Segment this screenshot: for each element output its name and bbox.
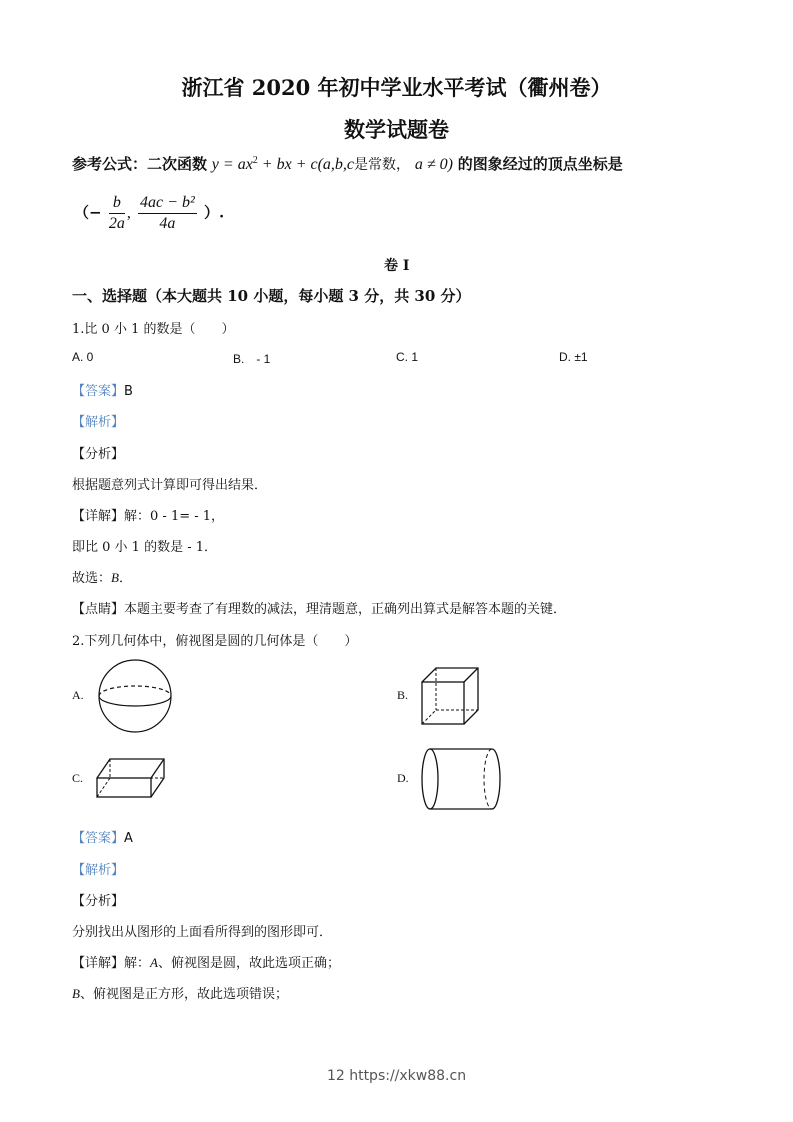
q1-option-c: C. 1 (396, 350, 419, 364)
q1-fenxi-text: 根据题意列式计算即可得出结果． (72, 478, 268, 493)
fraction-4ac-b2-over-4a (138, 193, 197, 234)
formula-label: 参考公式：二次函数 (72, 155, 208, 173)
q2-answer (72, 827, 133, 846)
volume-label: 卷 I (384, 258, 410, 274)
q2-detail-b (72, 983, 288, 1002)
q1-option-d: D. ±1 (559, 350, 588, 364)
comment-tag: 【点睛】 (72, 602, 125, 617)
detail-tag: 【详解】 (72, 509, 125, 524)
figure-a-label: A. (72, 688, 84, 702)
sphere-figure (97, 658, 173, 734)
q1-detail-line2: 即比 0 小 1 的数是 - 1． (72, 540, 217, 555)
fraction-denominator: 4a (159, 215, 176, 232)
figure-c-label: C. (72, 771, 84, 785)
comment-text: 本题主要考查了有理数的减法，理清题意，正确列出算式是解答本题的关键． (124, 602, 567, 617)
formula-tail: 的图象经过的顶点坐标是 (457, 155, 623, 173)
q2-detail-a (72, 952, 340, 971)
q2-fenxi-text: 分别找出从图形的上面看所得到的图形即可． (72, 925, 333, 940)
fraction-numerator: b (109, 193, 125, 214)
q1-detail (72, 505, 224, 524)
vertex-formula (74, 193, 224, 234)
answer-value: A (124, 831, 133, 846)
fraction-b-over-2a (109, 193, 125, 234)
q1-option-a: A. 0 (72, 350, 94, 364)
q1-fenxi-tag: 【分析】 (72, 447, 125, 462)
question-1-stem: 1.比 0 小 1 的数是（ ） (72, 322, 235, 337)
document-subtitle: 数学试题卷 (344, 117, 449, 142)
vertex-open: （− (74, 203, 102, 222)
detail-text-a: 、俯视图是圆，故此选项正确； (157, 956, 340, 971)
page-footer: 12 https://xkw88.cn (326, 1068, 467, 1084)
question-2-stem: 2.下列几何体中，俯视图是圆的几何体是（ ） (72, 634, 358, 649)
figure-b-label: B. (397, 688, 409, 702)
section-heading: 一、选择题（本大题共 10 小题，每小题 3 分，共 30 分） (72, 287, 471, 305)
detail-tag: 【详解】 (72, 956, 125, 971)
detail-letter-b: B (72, 986, 80, 1001)
answer-tag: 【答案】 (72, 384, 125, 399)
vertex-close: ）. (203, 203, 225, 222)
formula-condition: a ≠ 0) (414, 156, 453, 173)
formula-expr-y: y = ax (211, 156, 253, 173)
vertex-comma: , (126, 204, 131, 222)
formula-exponent: 2 (252, 155, 258, 166)
choice-value: B (111, 570, 119, 585)
q2-analysis-tag: 【解析】 (72, 863, 125, 878)
detail-text: 解：0 - 1= - 1， (124, 509, 225, 524)
q1-analysis-tag: 【解析】 (72, 415, 125, 430)
formula-const: 是常数， (354, 157, 411, 173)
formula-expr-rest: + bx + c(a,b,c (257, 156, 355, 173)
q1-option-b: B. - 1 (233, 352, 271, 366)
fraction-denominator: 2a (108, 215, 125, 232)
detail-text-b: 、俯视图是正方形，故此选项错误； (79, 987, 288, 1002)
fraction-numerator: 4ac − b² (138, 193, 197, 214)
answer-value: B (124, 384, 133, 399)
cuboid-figure (96, 758, 168, 800)
cylinder-figure (420, 748, 504, 812)
detail-letter-a: A (150, 955, 158, 970)
q2-fenxi-tag: 【分析】 (72, 894, 125, 909)
cube-figure (420, 666, 490, 728)
q1-answer (72, 380, 133, 399)
document-title: 浙江省 2020 年初中学业水平考试（衢州卷） (181, 75, 612, 100)
choice-suffix: ． (118, 571, 132, 586)
q1-choice (72, 567, 132, 586)
reference-formula (72, 153, 623, 174)
figure-d-label: D. (397, 771, 409, 785)
q1-comment (72, 598, 566, 617)
choice-prefix: 故选： (72, 571, 112, 586)
answer-tag: 【答案】 (72, 831, 125, 846)
detail-prefix: 解： (124, 956, 151, 971)
